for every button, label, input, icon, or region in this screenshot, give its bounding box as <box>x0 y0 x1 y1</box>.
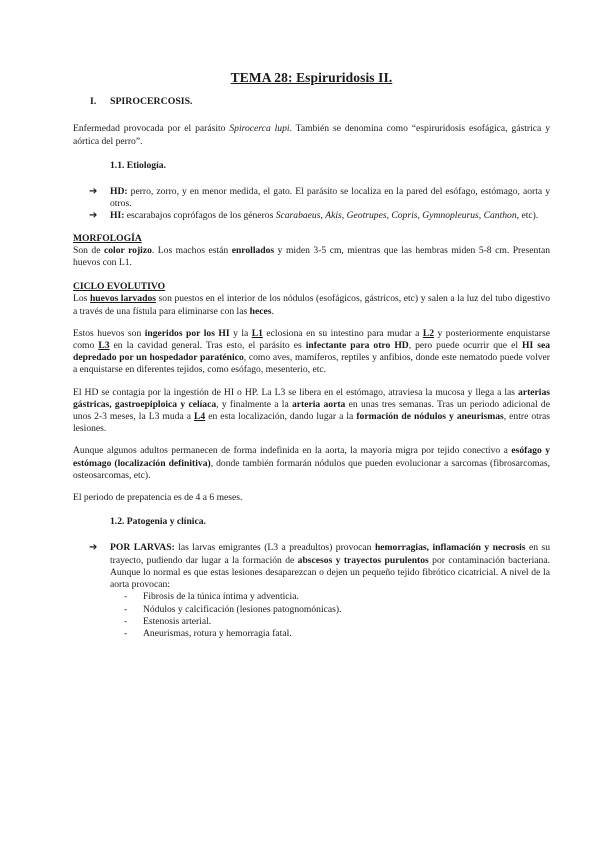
hosts-list <box>73 186 550 223</box>
patogenia-list <box>73 542 550 591</box>
ciclo-paragraph-5: El periodo de prepatencia es de 4 a 6 meses. <box>73 492 243 504</box>
subsection-heading-patogenia: 1.2. Patogenia y clínica. <box>110 516 206 528</box>
list-item: - Fibrosis de la túnica íntima y adventicia. <box>124 591 299 603</box>
ciclo-paragraph-3: El HD se contagia por la ingestión de HI o HP. La L3 se libera en el estómago, atraviesa la mucosa y llega a las arterias gástricas, gastroepiploica y celíaca, y finalmente a la arteria aorta en unas tres semanas. Tras un periodo adicional de unos 2-3 meses, la L3 muda a L4 en esta localización, dando lugar a la formación de nódulos y aneurismas, entre otras lesiones. <box>73 386 551 435</box>
ciclo-paragraph-4: Aunque algunos adultos permanecen de forma indefinida en la aorta, la mayoría migra por tejido conectivo a esófago y estómago (localización definitiva), donde también formarán nódulos que pueden evolucionar a sarcomas (fibrosarcomas, osteosarcomas, etc). <box>73 445 551 481</box>
intro-paragraph: Enfermedad provocada por el parásito Spirocerca lupi. También se denomina como “espiruridosis esofágica, gástrica y aórtica del perro”. <box>73 123 550 147</box>
arrow-icon: ➔ <box>89 210 98 222</box>
list-item: - Nódulos y calcificación (lesiones patognomónicas). <box>124 603 342 615</box>
parasite-name: Spirocerca lupi <box>229 123 290 135</box>
morfologia-heading: MORFOLOGÍA <box>73 232 142 244</box>
arrow-icon: ➔ <box>89 542 98 554</box>
list-item-por-larvas: ➔ POR LARVAS: las larvas emigrantes (L3 a preadultos) provocan hemorragias, inflamación y necrosis en su trayecto, pudiendo dar lugar a la formación de abscesos y trayectos purulentos por contaminación bacteriana. Aunque lo normal es que estas lesiones desaparezcan o dejen un pequeño tejido fibrótico cicatricial. A nivel de la aorta provocan: <box>89 542 551 591</box>
list-item: - Estenosis arterial. <box>124 615 212 627</box>
ciclo-heading: CICLO EVOLUTIVO <box>73 281 166 293</box>
subsection-heading-etiologia: 1.1. Etiología. <box>110 159 166 171</box>
document-title: TEMA 28: Espiruridosis II. <box>230 70 393 85</box>
arrow-icon: ➔ <box>89 186 98 198</box>
ciclo-paragraph-2: Estos huevos son ingeridos por los HI y la L1 eclosiona en su intestino para mudar a L2 y posteriormente enquistarse como L3 en la cavidad general. Tras esto, el parásito es infectante para otro HD, pero puede ocurrir que el HI sea depredado por un hospedador paraténico, como aves, mamíferos, reptiles y anfibios, donde este nematodo puede volver a enquistarse en diferentes tejidos, como esófago, mesenterio, etc. <box>73 327 551 376</box>
morfologia-paragraph: Son de color rojizo. Los machos están enrollados y miden 3-5 cm, mientras que las hembras miden 5-8 cm. Presentan huevos con L1. <box>73 244 551 269</box>
list-item: - Aneurismas, rotura y hemorragia fatal. <box>124 627 292 639</box>
ciclo-paragraph-1: Los huevos larvados son puestos en el interior de los nódulos (esofágicos, gástricos, etc) y salen a la luz del tubo digestivo a través de una fístula para eliminarse con las heces. <box>73 293 551 317</box>
list-item-hd: ➔ HD: perro, zorro, y en menor medida, el gato. El parásito se localiza en la pared del esófago, estómago, aorta y otros. <box>89 186 550 210</box>
aorta-lesions-list <box>73 591 550 640</box>
list-item-hi: ➔ HI: escarabajos coprófagos de los géneros Scarabaeus, Akis, Geotrupes, Copris, Gymnopleurus, Canthon, etc). <box>89 210 539 222</box>
section-heading: I. SPIROCERCOSIS. <box>90 96 193 108</box>
